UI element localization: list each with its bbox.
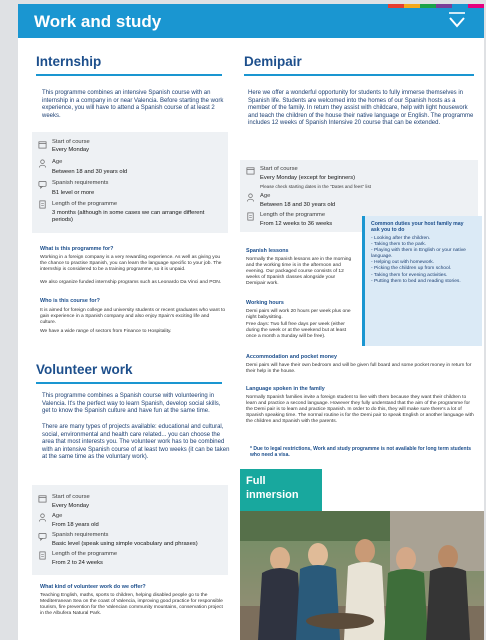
header-bar [18,4,484,38]
stripe-red [388,4,404,8]
full-inmersion-line2: inmersion [246,489,299,501]
duties-list [371,236,479,285]
demipair-start-note: Please check starting dates in the "Dates and fees" list [260,184,372,189]
internship-req-value: B1 level or more [52,190,95,196]
duty-item: - Helping out with homework. [371,260,435,266]
speech-bubble-icon [38,180,47,189]
internship-q1-heading: What is this programme for? [40,246,114,252]
volunteer-underline [36,382,222,384]
demipair-length-value: From 12 weeks to 36 weeks [260,221,333,227]
volunteer-info-box [32,485,228,575]
internship-start-label: Start of course [52,139,90,145]
document-icon [38,200,47,209]
document-icon [246,212,255,221]
volunteer-start-label: Start of course [52,494,90,500]
internship-age-value: Between 18 and 30 years old [52,169,128,175]
volunteer-q-heading: What kind of volunteer work do we offer? [40,584,146,590]
demipair-start-label: Start of course [260,166,298,172]
volunteer-intro2: There are many types of projects available: educational and cultural, social, environmental and health care related... you can choose the area that most interests you. The volunteer work has to be combined with an intensive Spanish course of at least two weeks (it can be taken at the same time as the voluntary work). [42,424,230,461]
internship-q2-body2: We have a wide range of sectors from Finance to Hospitality. [40,329,172,334]
full-inmersion-box [240,469,322,513]
students-photo [240,511,484,640]
demipair-start-value: Every Monday (except for beginners) [260,175,356,181]
internship-underline [36,74,222,76]
volunteer-intro: This programme combines a Spanish course with volunteering in Valencia. It's the perfect way to learn Spanish, develop social skills, get to know the Spanish culture and have fun at the same time. [42,393,221,415]
language-heading: Language spoken in the family [246,386,325,392]
calendar-icon [38,140,47,149]
hours-body2: Free days: Two full free days per week (either during the week or at the weekend but at least once a month a Sunday will be free). [246,322,347,340]
duty-item: - Playing with them in English or your native language. [371,248,466,260]
demipair-length-label: Length of the programme [260,212,326,218]
volunteer-req-label: Spanish requirements [52,532,109,538]
document-icon [38,551,47,560]
demipair-underline [244,74,474,76]
internship-intro: This programme combines an intensive Spanish course with an internship in a company in or near Valencia. Before starting the work experience, you will have to attend a Spanish course of at least 2 weeks. [42,90,224,119]
demipair-intro: Here we offer a wonderful opportunity for students to fully immerse themselves in Spanish life. Students are welcomed into the homes of our Spanish hosts as a member of the family. In return they assist with childcare, help with light housework and teach the children of the house their native language or English. The programme includes 12 weeks of Spanish Intensive 20 course that can be extended. [248,90,474,127]
color-stripes [388,4,484,8]
demipair-age-value: Between 18 and 30 years old [260,202,336,208]
brochure-page [18,4,484,640]
duties-box [362,216,482,346]
volunteer-q-body: Teaching English, maths, sports to children, helping disabled people go to the Mediterranean Sea on the coast of Valencia, improving good practice for responsible tourism, fire prevention for the Valencian community mountains, conservation project in the Albufera Natural Park. [40,593,223,617]
person-icon [38,159,47,168]
duty-item: - Putting them to bed and reading stories. [371,278,461,284]
visa-note: * Due to legal restrictions, Work and study programme is not available for long term students who need a visa. [250,446,472,459]
internship-q2-body: It is aimed for foreign college and university students or recent graduates who want to gain experience in a Spanish company and also enjoy Spain's exciting life and culture. [40,308,226,326]
volunteer-age-value: From 18 years old [52,522,99,528]
stripe-pink [468,4,484,8]
volunteer-title: Volunteer work [36,362,133,377]
calendar-icon [246,166,255,175]
volunteer-req-value: Basic level (speak using simple vocabulary and phrases) [52,541,198,547]
internship-title: Internship [36,54,102,69]
internship-q1-body: Working in a foreign company is a very rewarding experience. As well as giving you the chance to practise Spanish, you can learn the language specific to your job. The internship is considered to be a training programme, so it is unpaid. [40,255,222,273]
internship-info-box [32,132,228,233]
duty-item: - Picking the children up from school. [371,266,452,272]
duty-item: - Taking them to the park. [371,242,427,248]
stripe-purple [436,4,452,8]
full-inmersion-line1: Full [246,475,266,487]
demipair-age-label: Age [260,193,271,199]
students-photo-image [240,511,484,640]
stripe-green [420,4,436,8]
duty-item: - Taking them for evening activities. [371,272,448,278]
internship-age-label: Age [52,159,63,165]
lessons-heading: Spanish lessons [246,248,289,254]
internship-length-value: 3 months (although in some cases we can arrange different periods) [52,210,205,223]
speech-bubble-icon [38,532,47,541]
duty-item: - Looking after the children. [371,236,431,241]
chevron-down-icon[interactable] [446,11,468,31]
volunteer-length-value: From 2 to 24 weeks [52,560,103,566]
accommodation-heading: Accommodation and pocket money [246,354,338,360]
person-icon [246,193,255,202]
page-title: Work and study [34,12,162,31]
volunteer-start-value: Every Monday [52,503,90,509]
duties-heading: Common duties your host family may ask you to do [371,221,464,234]
volunteer-age-label: Age [52,513,63,519]
accommodation-body: Demi pairs will have their own bedroom and will be given full board and some pocket money in return for their help in the house. [246,363,472,375]
stripe-blue [452,4,468,8]
calendar-icon [38,494,47,503]
internship-q1-body2: We also organize funded internship programs such as Leonardo Da Vinci and PON. [40,280,222,285]
internship-q2-heading: Who is this course for? [40,298,100,304]
stripe-orange [404,4,420,8]
internship-length-label: Length of the programme [52,201,118,207]
hours-heading: Working hours [246,300,284,306]
language-body: Normally Spanish families invite a foreign student to live with them because they want their children to learn and practice a second language. However they fully understand that the aim of the programme for the Demi pair is to learn and practice Spanish. In order to do this, they will make sure there's a lot of Spanish speaking time. The normal routine is for the Demi pair to speak English or another language with the children and Spanish with the parents. [246,395,474,425]
lessons-body: Normally the Spanish lessons are in the morning and the working time is in the afternoon and evening. Our packaged course consists of 12 weeks of Spanish classes alongside your Demipair work. [246,257,352,287]
person-icon [38,513,47,522]
internship-start-value: Every Monday [52,147,90,153]
demipair-title: Demipair [244,54,302,69]
internship-req-label: Spanish requirements [52,180,109,186]
hours-body: Demi pairs will work 20 hours per week plus one night babysitting. [246,309,351,321]
volunteer-length-label: Length of the programme [52,551,118,557]
